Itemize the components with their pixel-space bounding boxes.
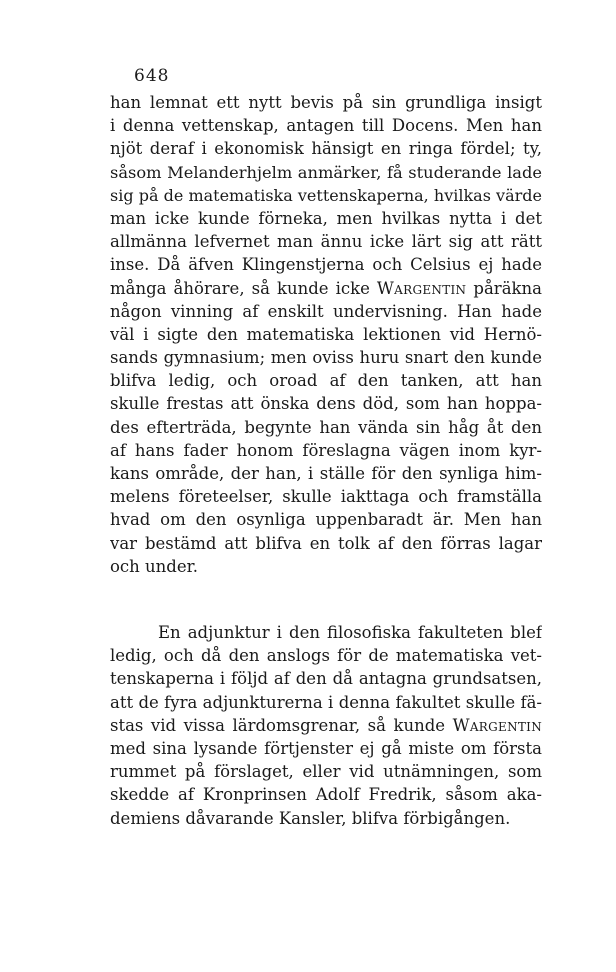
text-line: man icke kunde förneka, men hvilkas nytta i det [110, 208, 542, 228]
text-line: skedde af Kronprinsen Adolf Fredrik, såsom aka- [110, 785, 542, 805]
text-line: hvad om den osynliga uppenbaradt är. Men han [110, 510, 542, 530]
text-line: des efterträda, begynte han vända sin håg åt den [110, 417, 542, 437]
text-line [110, 277, 542, 300]
text-line [110, 714, 542, 737]
text-line: skulle frestas att önska dens död, som han hoppa- [110, 394, 542, 414]
text-line: allmänna lefvernet man ännu icke lärt sig att rätt [110, 232, 542, 252]
text-line: sig på de matematiska vettenskaperna, hvilkas värde [110, 185, 542, 205]
text-line: i denna vettenskap, antagen till Docens. Men han [110, 116, 542, 136]
text-line: kans område, der han, i ställe för den synliga him- [110, 464, 542, 483]
text-line: inse. Då äfven Klingenstjerna och Celsius ej hade [110, 255, 542, 275]
text-line: med sina lysande förtjenster ej gå miste om första [110, 738, 542, 758]
page-number: 648 [134, 66, 170, 86]
text-line: ledig, och då den anslogs för de matematiska vet- [110, 646, 542, 666]
text-line: rummet på förslaget, eller vid utnämningen, som [110, 762, 542, 782]
text-line: njöt deraf i ekonomisk hänsigt en ringa fördel; ty, [110, 139, 542, 159]
text-line: var bestämd att blifva en tolk af den förras lagar [110, 533, 542, 553]
text-fragment: stas vid vissa lärdomsgrenar, så kunde [110, 715, 446, 735]
text-line: af hans fader honom föreslagna vägen inom kyr- [110, 440, 542, 460]
text-line: melens företeelser, skulle iakttaga och framställa [110, 487, 542, 507]
text-line: sands gymnasium; men oviss huru snart den kunde [110, 348, 542, 368]
name-small-caps: Wargentin [452, 715, 542, 735]
name-small-caps: Wargentin [376, 278, 467, 298]
text-line: tenskaperna i följd af den då antagna grundsatsen, [110, 669, 542, 689]
text-fragment: många åhörare, så kunde icke [110, 278, 370, 298]
text-line: En adjunktur i den filosofiska fakulteten blef [158, 623, 542, 642]
text-line: att de fyra adjunkturerna i denna fakultet skulle fä- [110, 692, 542, 712]
text-line: demiens dåvarande Kansler, blifva förbigången. [110, 808, 511, 828]
text-line: och under. [110, 556, 198, 576]
paragraph-1 [110, 91, 542, 578]
paragraph-2 [110, 621, 542, 830]
text-line: väl i sigte den matematiska lektionen vid Hernö- [110, 324, 542, 344]
text-line: såsom Melanderhjelm anmärker, få studerande lade [110, 162, 542, 182]
text-fragment: påräkna [473, 278, 542, 298]
text-line: någon vinning af enskilt undervisning. Han hade [110, 301, 542, 321]
text-line: han lemnat ett nytt bevis på sin grundliga insigt [110, 93, 542, 112]
text-line: blifva ledig, och oroad af den tanken, att han [110, 371, 542, 391]
